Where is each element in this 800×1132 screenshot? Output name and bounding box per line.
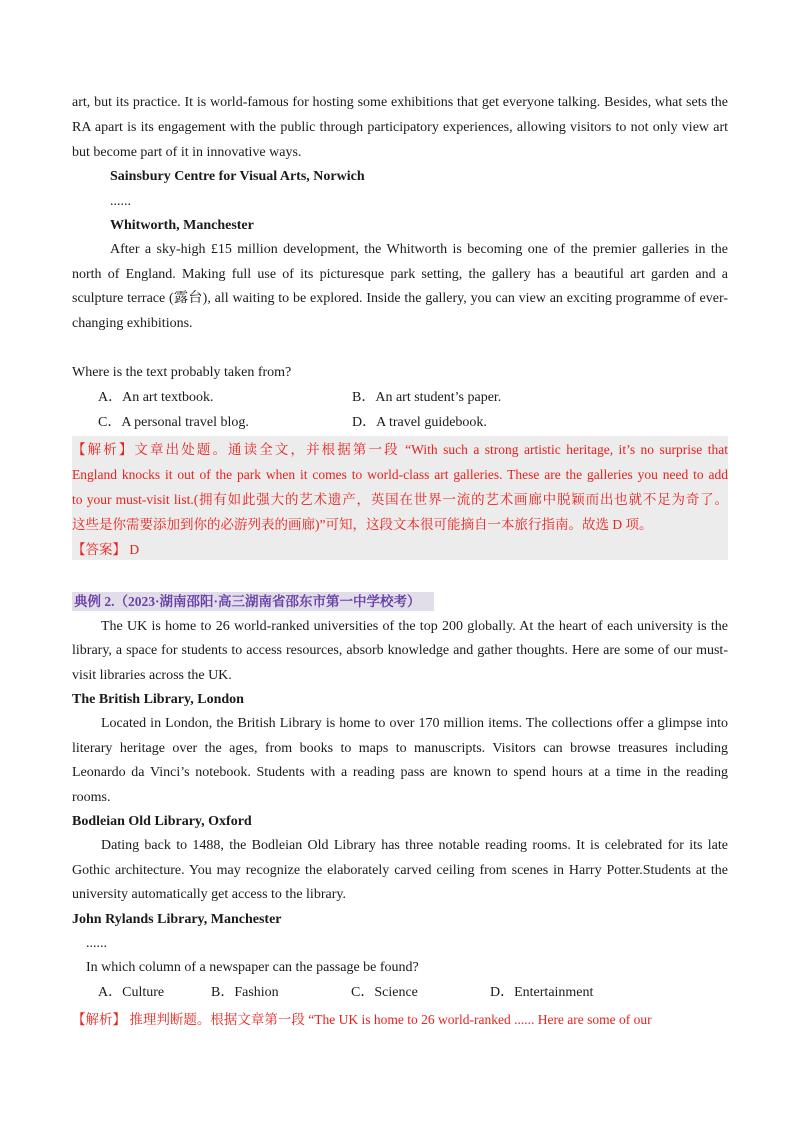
example-heading bbox=[72, 592, 434, 611]
para-line: library, a space for students to access resources, absorb knowledge and gather thoughts. Here are some of our must- bbox=[72, 643, 728, 658]
para-line: rooms. bbox=[72, 790, 111, 805]
answer-line: 【答案】 D bbox=[72, 542, 140, 557]
analysis-line: England knocks it out of the park when it comes to world-class art galleries. These are the galleries you need to add bbox=[72, 467, 728, 482]
para-line: Located in London, the British Library is home to over 170 million items. The collections offer a glimpse into bbox=[101, 716, 728, 731]
q1-option-a: A．An art textbook. bbox=[98, 390, 214, 405]
q2-option-c: C．Science bbox=[351, 985, 418, 1000]
q2-option-d: D．Entertainment bbox=[490, 985, 594, 1000]
section-heading: Bodleian Old Library, Oxford bbox=[72, 814, 252, 829]
q2-option-b: B．Fashion bbox=[211, 985, 279, 1000]
analysis-line: 这些是你需要添加到你的必游列表的画廊)”可知，这段文本很可能摘自一本旅行指南。故选 D 项。 bbox=[72, 517, 653, 532]
para-line: art, but its practice. It is world-famous for hosting some exhibitions that get everyone talking. Besides, what sets the bbox=[72, 95, 728, 110]
para-line: visit libraries across the UK. bbox=[72, 668, 232, 683]
para-line: sculpture terrace (露台), all waiting to be explored. Inside the gallery, you can view an exciting programme of ever- bbox=[72, 291, 728, 306]
para-line: but become part of it in innovative ways. bbox=[72, 145, 302, 160]
question-text: In which column of a newspaper can the passage be found? bbox=[86, 960, 419, 975]
ellipsis: ...... bbox=[110, 194, 131, 209]
analysis-line: to your must-visit list.(拥有如此强大的艺术遗产，英国在世界一流的艺术画廊中脱颖而出也就不足为奇了。 bbox=[72, 492, 728, 507]
para-line: university automatically get access to the library. bbox=[72, 887, 346, 902]
analysis-line: 【解析】文章出处题。通读全文，并根据第一段 “With such a strong artistic heritage, it’s no surprise that bbox=[72, 442, 728, 457]
q1-option-b: B．An art student’s paper. bbox=[352, 390, 502, 405]
q2-option-a: A．Culture bbox=[98, 985, 165, 1000]
section-heading: The British Library, London bbox=[72, 692, 244, 707]
analysis-line: 【解析】 推理判断题。根据文章第一段 “The UK is home to 26 world-ranked ...... Here are some of our bbox=[72, 1012, 652, 1027]
q1-option-c: C．A personal travel blog. bbox=[98, 415, 249, 430]
q1-option-d: D．A travel guidebook. bbox=[352, 415, 487, 430]
section-heading: Whitworth, Manchester bbox=[110, 218, 254, 233]
section-heading: John Rylands Library, Manchester bbox=[72, 912, 282, 927]
section-heading: Sainsbury Centre for Visual Arts, Norwich bbox=[110, 169, 365, 184]
para-line: Dating back to 1488, the Bodleian Old Library has three notable reading rooms. It is celebrated for its late bbox=[101, 838, 728, 853]
para-line: RA apart is its engagement with the public through participatory experiences, allowing visitors to not only view art bbox=[72, 120, 728, 135]
para-line: Leonardo da Vinci’s notebook. Students with a reading pass are known to spend hours at a time in the reading bbox=[72, 765, 728, 780]
question-text: Where is the text probably taken from? bbox=[72, 365, 292, 380]
para-line: Gothic architecture. You may recognize the elaborately carved ceiling from scenes in Harry Potter.Students at the bbox=[72, 863, 728, 878]
example-heading-text: 典例 2.（2023·湖南邵阳·高三湖南省邵东市第一中学校考） bbox=[74, 594, 421, 609]
para-line: The UK is home to 26 world-ranked universities of the top 200 globally. At the heart of each university is the bbox=[101, 619, 728, 634]
para-line: literary heritage over the ages, from books to maps to manuscripts. Visitors can browse treasures including bbox=[72, 741, 728, 756]
para-line: north of England. Making full use of its picturesque park setting, the gallery has a beautiful art garden and a bbox=[72, 267, 728, 282]
ellipsis: ...... bbox=[86, 936, 107, 951]
para-line: After a sky-high £15 million development, the Whitworth is becoming one of the premier galleries in the bbox=[110, 242, 728, 257]
para-line: changing exhibitions. bbox=[72, 316, 193, 331]
